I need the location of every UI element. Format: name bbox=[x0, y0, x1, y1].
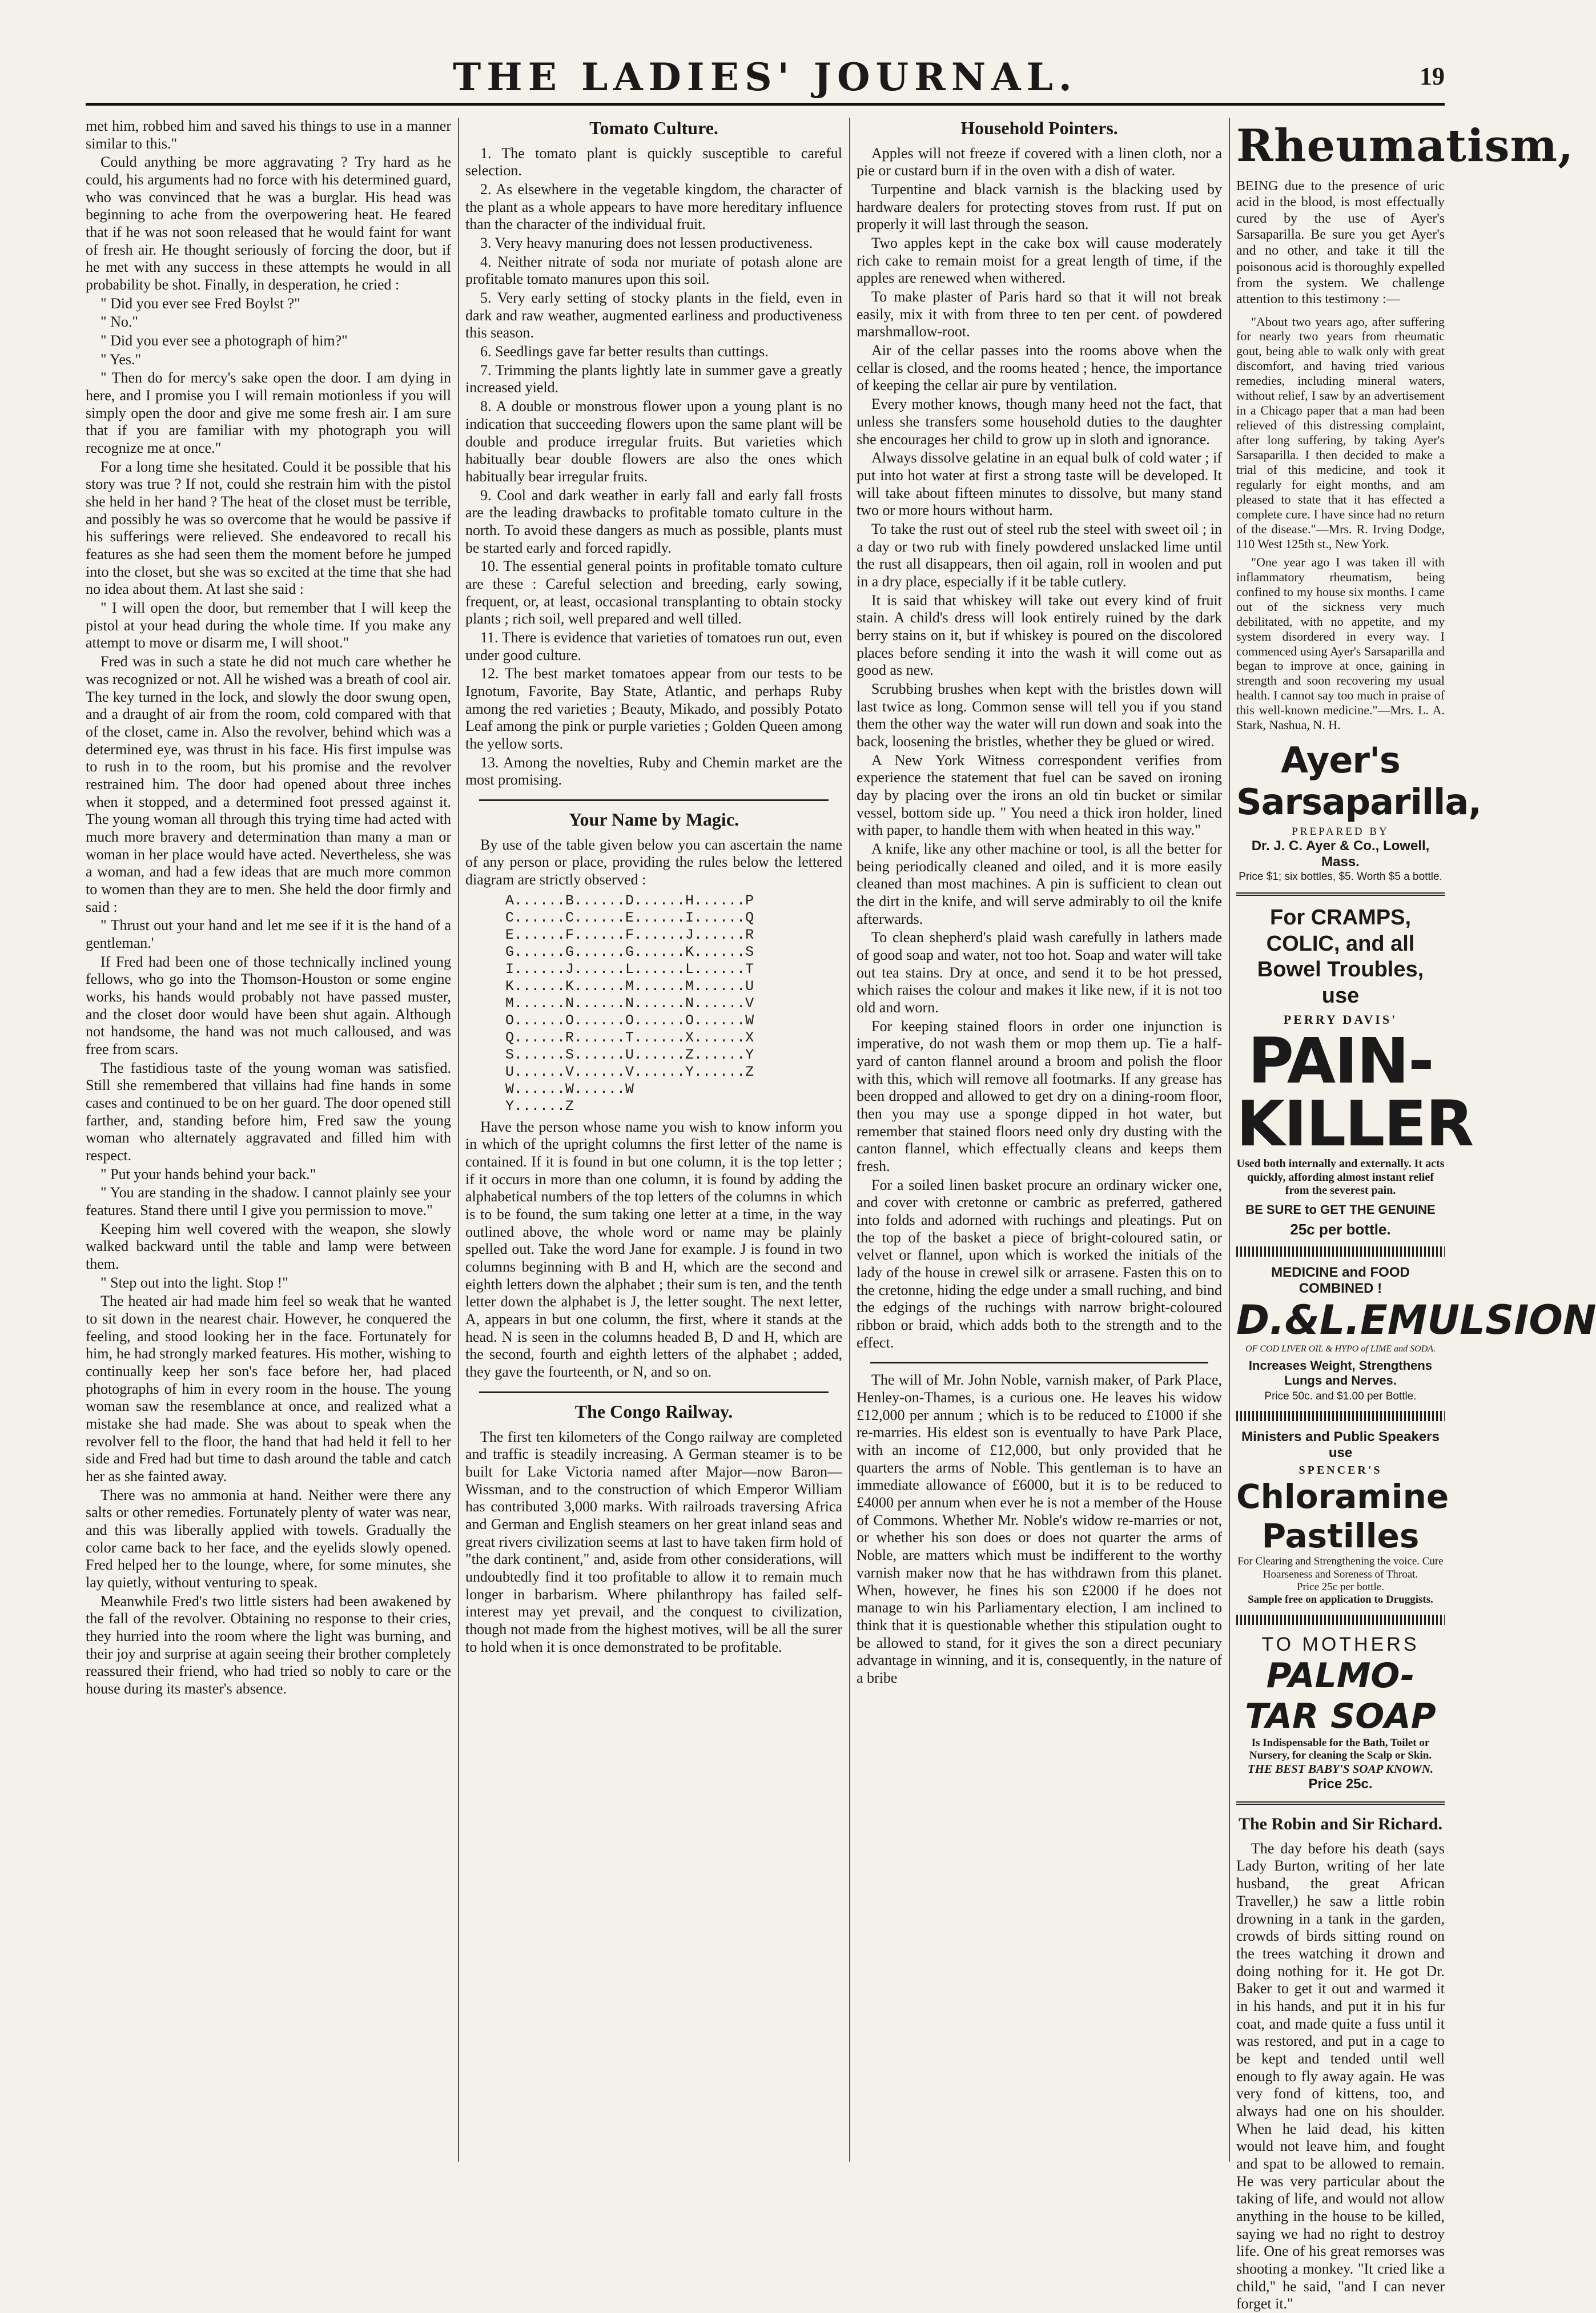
ad-text: Dr. J. C. Ayer & Co., Lowell, Mass. bbox=[1251, 838, 1430, 870]
ad-pastilles bbox=[1236, 1429, 1449, 1607]
paragraph: Fred was in such a state he did not much care whether he was recognized or not. All he wished was a breath of cool air. The key turned in the lock, and slowly the door swung open, and a draught of air from the room, cold compared with that of the closet, came in. Also the revolver, behind which was a determined eye, was thrust in his face. His first impulse was to rush in to the room, but his promise and the revolver restrained him. The door had opened about three inches when it stopped, and a determined foot pressed against it. The young woman all through this trying time had acted with much more bravery and determination than many a man or woman in her place would have acted. Nevertheless, she was a woman, and had a few ideas that are much more common to women than they are to men. She held the door firmly and said : bbox=[86, 653, 451, 915]
ad-text: Is Indispensable for the Bath, Toilet or Nursery, for cleaning the Scalp or Skin. bbox=[1249, 1736, 1432, 1761]
letter-row: G......G......G......K......S bbox=[505, 943, 754, 960]
paragraph: By use of the table given below you can ascertain the name of any person or place, providing the rules below the lettered diagram are strictly observed : bbox=[465, 836, 842, 888]
ad-headline: For CRAMPS, COLIC, and all Bowel Troubles, use bbox=[1257, 905, 1424, 1008]
newspaper-title: THE LADIES' JOURNAL. bbox=[453, 55, 1078, 99]
paragraph: There was no ammonia at hand. Neither were there any salts or other remedies. Fortunately plenty of water was near, and this was liberally applied with towels. Gradually the color came back to her face, and the eyelids slowly opened. Fred helped her to the lounge, where, for some minutes, she lay quietly, without venturing to speak. bbox=[86, 1486, 451, 1591]
paragraph: " Yes." bbox=[100, 351, 142, 368]
letter-row: U......V......V......Y......Z bbox=[505, 1063, 754, 1080]
letter-row: A......B......D......H......P bbox=[505, 892, 754, 909]
paragraph: " Did you ever see Fred Boylst ?" bbox=[100, 295, 300, 312]
letter-row: E......F......F......J......R bbox=[505, 926, 754, 943]
paragraph: A knife, like any other machine or tool, is all the better for being periodically cleaned and oiled, and it is more easily cleaned than most machines. A pin is sufficient to clean out the dirt in the knife, and will serve admirably to oil the knife afterwards. bbox=[857, 840, 1222, 927]
paragraph: 12. The best market tomatoes appear from our tests to be Ignotum, Favorite, Bay State, Atlantic, and perhaps Ruby among the red varieties ; Beauty, Mikado, and possibly Potato Leaf among the pink or purple varieties ; Golden Queen among the yellow sorts. bbox=[465, 665, 842, 752]
paragraph: " Then do for mercy's sake open the door. I am dying in here, and I promise you I will remain motionless if you will simply open the door and give me some fresh air. I am sure that if you are familiar with my photograph you will recognize me at once." bbox=[86, 369, 451, 457]
column-household bbox=[857, 118, 1222, 2162]
ad-text: BEING due to the presence of uric acid in the blood, is most effectually cured by the use of Ayer's Sarsaparilla. Be sure you get Ayer's and no other, and take it till the poisonous acid is thoroughly expelled from the system. We challenge attention to this testimony :— bbox=[1236, 179, 1445, 307]
section-title-robin: The Robin and Sir Richard. bbox=[1238, 1815, 1443, 1834]
paragraph: 9. Cool and dark weather in early fall and early fall frosts are the leading drawbacks to profitable tomato culture in the north. To avoid these dangers as much as possible, plants must be started early and forced rapidly. bbox=[465, 486, 842, 556]
section-divider bbox=[479, 1391, 829, 1393]
paragraph: The fastidious taste of the young woman was satisfied. Still she remembered that villains had fine hands in some cases and continued to be on her guard. The door opened still farther, and, standing before him, Fred saw the young woman who alternately aggravated and filled him with respect. bbox=[86, 1059, 451, 1164]
paragraph: 3. Very heavy manuring does not lessen productiveness. bbox=[480, 235, 813, 252]
brand-name: PAIN-KILLER bbox=[1236, 1024, 1473, 1161]
paragraph: 11. There is evidence that varieties of tomatoes run out, even under good culture. bbox=[465, 629, 842, 663]
column-divider bbox=[849, 118, 850, 2162]
ad-price: Price $1; six bottles, $5. Worth $5 a bottle. bbox=[1239, 870, 1442, 883]
section-title-congo: The Congo Railway. bbox=[574, 1401, 733, 1422]
paragraph: Every mother knows, though many heed not the fact, that unless she transfers some household duties to the daughter she encourages her child to grow up in sloth and ignorance. bbox=[857, 396, 1222, 448]
paragraph: met him, robbed him and saved his things to use in a manner similar to this." bbox=[86, 118, 451, 152]
paragraph: The day before his death (says Lady Burton, writing of her late husband, the great African Traveller,) he saw a little robin drowning in a tank in the garden, crowds of birds sitting round on the trees watching it drown and doing nothing for it. He got Dr. Baker to get it out and warmed it in his hands, and put it in his fur coat, and made quite a fuss until it was restored, and put in a cage to be kept and tended until well enough to fly away again. He was very fond of kittens, too, and always had one on his shoulder. When he laid dead, his kitten would not leave him, and fought and spat to be allowed to remain. He was very particular about the taking of life, and would not allow anything in the house to be killed, saying we had no right to destroy life. One of his great remorses was shooting a monkey. "It cried like a child," he said, "and I can never forget it." bbox=[1236, 1840, 1445, 2312]
paragraph: " Put your hands behind your back." bbox=[100, 1165, 316, 1182]
paragraph: Two apples kept in the cake box will cause moderately rich cake to remain moist for a great length of time, if the apples are renewed when withered. bbox=[857, 235, 1222, 287]
ad-headline: TO MOTHERS bbox=[1261, 1633, 1420, 1655]
letter-row: Q......R......T......X......X bbox=[505, 1029, 754, 1046]
letter-row: S......S......U......Z......Y bbox=[505, 1046, 754, 1063]
section-divider bbox=[870, 1362, 1208, 1363]
paragraph: 6. Seedlings gave far better results than cuttings. bbox=[480, 343, 769, 360]
paragraph: The heated air had made him feel so weak that he wanted to sit down in the nearest chair. However, he conquered the feeling, and stood looking her in the face. Fortunately for him, he had strongly marked features. His mother, wishing to continually keep her son's face before her, had placed photographs of him in every room in the house. The young woman saw the resemblance at once, and realized what a mistake she had made. She was about to speak when the revolver fell to the floor, the hand that had held it fell to her side and Fred had but time to dash around the table and catch her as she fainted away. bbox=[86, 1293, 451, 1485]
paragraph: To take the rust out of steel rub the steel with sweet oil ; in a day or two rub with finely powdered unslacked lime until the rust all disappears, then oil again, roll in woolen and put in a dry place, especially if it be table cutlery. bbox=[857, 520, 1222, 590]
paragraph: " Step out into the light. Stop !" bbox=[100, 1274, 288, 1291]
ad-divider bbox=[1236, 1411, 1445, 1421]
section-title-tomato: Tomato Culture. bbox=[589, 118, 718, 138]
paragraph: " No." bbox=[100, 313, 139, 331]
paragraph: To clean shepherd's plaid wash carefully in lathers made of good soap and water, not too hot. Soap and water will take out tea stains. Dry at once, and send it to be hot pressed, which raises the colour and makes it like new, if it is not too old and worn. bbox=[857, 929, 1222, 1016]
column-story bbox=[86, 118, 451, 2162]
letter-row: M......N......N......N......V bbox=[505, 995, 754, 1012]
paragraph: 13. Among the novelties, Ruby and Chemin market are the most promising. bbox=[465, 754, 842, 789]
brand-name: PALMO-TAR SOAP bbox=[1245, 1655, 1436, 1736]
paragraph: Have the person whose name you wish to know inform you in which of the upright columns the first letter of the name is contained. If it is found in but one column, it is the top letter ; if it occurs in more than one column, it is found by adding the alphabetical numbers of the top letters of the columns in which is to be found, the sum taking one letter at a time, in the way outlined above, the whole word or name may be plainly spelled out. Take the word Jane for example. J is found in two columns beginning with B and H, which are the second and eighth letters down the alphabet ; their sum is ten, and the tenth letter down the alphabet is J, the letter sought. The next letter, A, appears in but one column, the first, where it stands at the head. N is seen in the columns headed B, D and H, which are the second, fourth and eighth letters of the alphabet ; added, they gave the fourteenth, or N, and so on. bbox=[465, 1118, 842, 1381]
section-title-magic: Your Name by Magic. bbox=[568, 808, 739, 830]
ad-text: OF COD LIVER OIL & HYPO of LIME and SODA. bbox=[1245, 1343, 1436, 1354]
paragraph: For keeping stained floors in order one injunction is imperative, do not wash them or mop them up. Tie a half-yard of canton flannel around a broom and polish the floor with this, which will remove all footmarks. If any grease has been dropped and allowed to get dry on a dining-room floor, then you may use a sponge dipped in hot water, but remember that stained floors need only dry dusting with the canton flannel, which effectually cleans and keeps them fresh. bbox=[857, 1017, 1222, 1175]
brand-name: Chloramine Pastilles bbox=[1236, 1477, 1449, 1555]
ad-text: For Clearing and Strengthening the voice. Cure Hoarseness and Soreness of Throat. bbox=[1237, 1555, 1444, 1580]
letter-row: Y......Z bbox=[505, 1097, 574, 1115]
ad-price: Price 50c. and $1.00 per Bottle. bbox=[1264, 1390, 1417, 1402]
paragraph: " Thrust out your hand and let me see if it is the hand of a gentleman.' bbox=[86, 917, 451, 951]
ad-text: SPENCER'S bbox=[1298, 1463, 1382, 1477]
ad-text: PREPARED BY bbox=[1292, 825, 1389, 838]
paragraph: Keeping him well covered with the weapon, she slowly walked backward until the table and lamp were between them. bbox=[86, 1220, 451, 1272]
paragraph: " Did you ever see a photograph of him?" bbox=[100, 332, 348, 349]
paragraph: 1. The tomato plant is quickly susceptible to careful selection. bbox=[465, 144, 842, 179]
column-advertisements bbox=[1236, 118, 1596, 2312]
paragraph: " You are standing in the shadow. I cannot plainly see your features. Stand there until I give you permission to move." bbox=[86, 1184, 451, 1218]
ad-divider bbox=[1236, 892, 1445, 896]
paragraph: To make plaster of Paris hard so that it will not break easily, mix it with from three to ten per cent. of powdered marshmallow-root. bbox=[857, 288, 1222, 340]
paragraph: A New York Witness correspondent verifies from experience the statement that fuel can be saved on ironing day by placing over the irons an old tin bucket or similar vessel, bottom side up. " You need a thick iron holder, lined with paper, to handle them with when heated in this way." bbox=[857, 751, 1222, 839]
page-number: 19 bbox=[1420, 62, 1445, 90]
paragraph: Could anything be more aggravating ? Try hard as he could, his arguments had no force with his determined guard, who was convinced that he was a burglar. His head was beginning to ache from the overpowering heat. He feared that if he was not soon released that he would faint for want of fresh air. He thought seriously of forcing the door, but if he met with any success in these attempts he would in all probability be shot. Finally, in desperation, he cried : bbox=[86, 154, 451, 293]
ad-text: PERRY DAVIS' bbox=[1283, 1012, 1398, 1027]
letter-row: I......J......L......L......T bbox=[505, 960, 754, 978]
paragraph: For a long time she hesitated. Could it be possible that his story was true ? If not, could she restrain him with the pistol she held in her hand ? The heat of the closet must be terrible, and possibly he was so overcome that he would be passive if his sufferings were relieved. She endeavored to recall his features as she had seen them the moment before he jumped into the closet, but she was so excited at the time that she had no idea about them. At last she said : bbox=[86, 458, 451, 598]
ad-price: Price 25c. bbox=[1308, 1776, 1373, 1792]
section-divider bbox=[479, 799, 829, 801]
ad-divider bbox=[1236, 1615, 1445, 1625]
letter-row: O......O......O......O......W bbox=[505, 1012, 754, 1029]
ad-pain-killer bbox=[1236, 905, 1473, 1238]
ad-text: BE SURE to GET THE GENUINE bbox=[1245, 1202, 1436, 1217]
paragraph: 8. A double or monstrous flower upon a young plant is no indication that succeeding flowers upon the same plant will be double and produce irregular fruits. But varieties which habitually bear double flowers are also the ones which habitually bear irregular fruits. bbox=[465, 398, 842, 485]
paragraph: The first ten kilometers of the Congo railway are completed and traffic is steadily increasing. A German steamer is to be built for Lake Victoria named after Major—now Baron—Wissman, and to the construction of which Emperor William has contributed 3,000 marks. With railroads traversing Africa and German and English steamers on her great inland seas and great rivers civilization seems at last to have taken firm hold of "the dark continent," and, aside from other considerations, will undoubtedly find it too profitable to allow it to remain much longer in barbarism. Where philanthropy has failed self-interest may yet prevail, and the conquest to civilization, though not made from the highest motives, will be all the surer to hold when it is once demonstrated to be profitable. bbox=[465, 1428, 842, 1655]
letter-row: C......C......E......I......Q bbox=[505, 909, 754, 926]
letter-row: W......W......W bbox=[505, 1080, 634, 1097]
ad-headline: MEDICINE and FOOD COMBINED ! bbox=[1271, 1264, 1410, 1297]
masthead bbox=[86, 55, 1445, 100]
masthead-rule bbox=[86, 103, 1445, 106]
ad-palmo-tar bbox=[1236, 1633, 1445, 1793]
column-divider bbox=[1229, 118, 1230, 2162]
paragraph: The will of Mr. John Noble, varnish maker, of Park Place, Henley-on-Thames, is a curious one. He leaves his widow £12,000 per annum ; which is to be reduced to £1000 if she re-marries. His eldest son is eventually to have Park Place, with an income of £12,000, but only provided that he quarters the arms of Noble. This gentleman is to have an immediate allowance of £6000, but it is to be reduced to £4000 per annum when ever he is not a member of the House of Commons. Whether Mr. Noble's widow re-marries or not, or whether his son does or does not quarter the arms of Noble, are matters which must be indifferent to the worthy varnish maker now that he has withdrawn from this planet. When, however, he fines his son £2000 if he does not manage to win his Parliamentary election, I am inclined to think that it is questionable whether this stipulation ought to be allowed to stand, for it gives the son a direct pecuniary advantage in winning, and it is, consequently, in the nature of a bribe bbox=[857, 1371, 1222, 1686]
paragraph: It is said that whiskey will take out every kind of fruit stain. A child's dress will look entirely ruined by the dark berry stains on it, but if whiskey is poured on the discolored places before sending it into the wash it will come out as good as new. bbox=[857, 592, 1222, 679]
paragraph: If Fred had been one of those technically inclined young fellows, who go into the Thomson-Houston or some engine works, his hands would probably not have passed muster, and the closet door would have been shut again. Although not handsome, the hand was not much calloused, and was free from scars. bbox=[86, 953, 451, 1057]
paragraph: 2. As elsewhere in the vegetable kingdom, the character of the plant as a whole appears to have more hereditary influence than the character of the individual fruit. bbox=[465, 181, 842, 233]
ad-price: 25c per bottle. bbox=[1290, 1221, 1391, 1238]
ad-divider bbox=[1236, 1801, 1445, 1805]
paragraph: 10. The essential general points in profitable tomato culture are these : Careful selection and breeding, early sowing, frequent, or, at least, occasional transplanting to obtain stocky plants ; rich soil, well prepared and well tilled. bbox=[465, 558, 842, 627]
letter-table bbox=[505, 892, 842, 1115]
paragraph: Turpentine and black varnish is the blacking used by hardware dealers for protecting stoves from rust. If put on properly it will last through the season. bbox=[857, 181, 1222, 233]
ad-price: Price 25c per bottle. bbox=[1296, 1581, 1384, 1594]
ad-text: THE BEST BABY'S SOAP KNOWN. bbox=[1247, 1762, 1434, 1776]
paragraph: 7. Trimming the plants lightly late in summer gave a greatly increased yield. bbox=[465, 361, 842, 396]
column-articles bbox=[465, 118, 842, 2162]
paragraph: 4. Neither nitrate of soda nor muriate of potash alone are profitable tomato manures upon this soil. bbox=[465, 253, 842, 288]
ad-divider bbox=[1236, 1246, 1445, 1257]
ad-text: Increases Weight, Strengthens Lungs and Nerves. bbox=[1248, 1358, 1433, 1387]
ad-rheumatism bbox=[1236, 120, 1574, 172]
paragraph: Always dissolve gelatine in an equal bulk of cold water ; if put into hot water at first a strong taste will be developed. It will take about fifteen minutes to dissolve, but many stand two or more hours without harm. bbox=[857, 449, 1222, 519]
letter-row: K......K......M......M......U bbox=[505, 978, 754, 995]
ad-text: Sample free on application to Druggists. bbox=[1248, 1594, 1433, 1606]
ad-headline: Rheumatism, bbox=[1236, 120, 1574, 172]
paragraph: Apples will not freeze if covered with a linen cloth, nor a pie or custard burn if in the oven with a dish of water. bbox=[857, 144, 1222, 179]
ad-headline: Ministers and Public Speakers use bbox=[1241, 1429, 1440, 1461]
brand-name: D.&L.EMULSION bbox=[1236, 1297, 1596, 1344]
paragraph: For a soiled linen basket procure an ordinary wicker one, and cover with cretonne or cambric as preferred, gathered into folds and adorned with ruchings and pleatings. Put on the top of the basket a piece of bright-coloured satin, or velvet or flannel, upon which is worked the initials of the lady of the house in crewel silk or arrasene. Fasten this on to the cretonne, hiding the edge under a small ruching, and bind the edgings of the ruchings with narrow bright-coloured ribbon or braid, which adds both to the strength and to the effect. bbox=[857, 1176, 1222, 1351]
ad-emulsion bbox=[1236, 1264, 1596, 1403]
paragraph: Meanwhile Fred's two little sisters had been awakened by the fall of the revolver. Obtaining no response to their cries, they hurried into the room where the light was burning, and their joy and surprise at again seeing their brother completely reassured their friend, who had tried so nobly to care or the house during its master's absence. bbox=[86, 1592, 451, 1697]
paragraph: Air of the cellar passes into the rooms above when the cellar is closed, and the rooms heated ; hence, the importance of keeping the cellar air pure by ventilation. bbox=[857, 342, 1222, 394]
column-divider bbox=[458, 118, 459, 2162]
paragraph: Scrubbing brushes when kept with the bristles down will last twice as long. Common sense will tell you if you stand them the other way the water will run down and soak into the back, loosening the bristles, whether they be glued or wired. bbox=[857, 680, 1222, 750]
section-title-household: Household Pointers. bbox=[960, 118, 1118, 138]
brand-name: Ayer's Sarsaparilla, bbox=[1236, 739, 1481, 823]
testimonial: "One year ago I was taken ill with inflammatory rheumatism, being confined to my house six months. I came out of the sickness very much debilitated, with no appetite, and my system disordered in every way. I commenced using Ayer's Sarsaparilla and began to improve at once, gaining in strength and soon recovering my usual health. I cannot say too much in praise of this well-known medicine."—Mrs. L. A. Stark, Nashua, N. H. bbox=[1236, 554, 1445, 733]
paragraph: 5. Very early setting of stocky plants in the field, even in dark and raw weather, augmented earliness and productiveness this season. bbox=[465, 289, 842, 341]
ad-text: Used both internally and externally. It acts quickly, affording almost instant relief from the severest pain. bbox=[1236, 1157, 1445, 1197]
paragraph: " I will open the door, but remember that I will keep the pistol at your head during the whole time. If you make any attempt to move or disarm me, I will shoot." bbox=[86, 600, 451, 651]
testimonial: "About two years ago, after suffering for nearly two years from rheumatic gout, being able to walk only with great discomfort, and having tried various remedies, including mineral waters, without relief, I saw by an advertisement in a Chicago paper that a man had been relieved of this distressing complaint, after long suffering, by taking Ayer's Sarsaparilla. I then decided to make a trial of this medicine, and took it regularly for eight months, and am pleased to state that it has effected a complete cure. I have since had no return of the disease."—Mrs. R. Irving Dodge, 110 West 125th st., New York. bbox=[1236, 314, 1445, 551]
